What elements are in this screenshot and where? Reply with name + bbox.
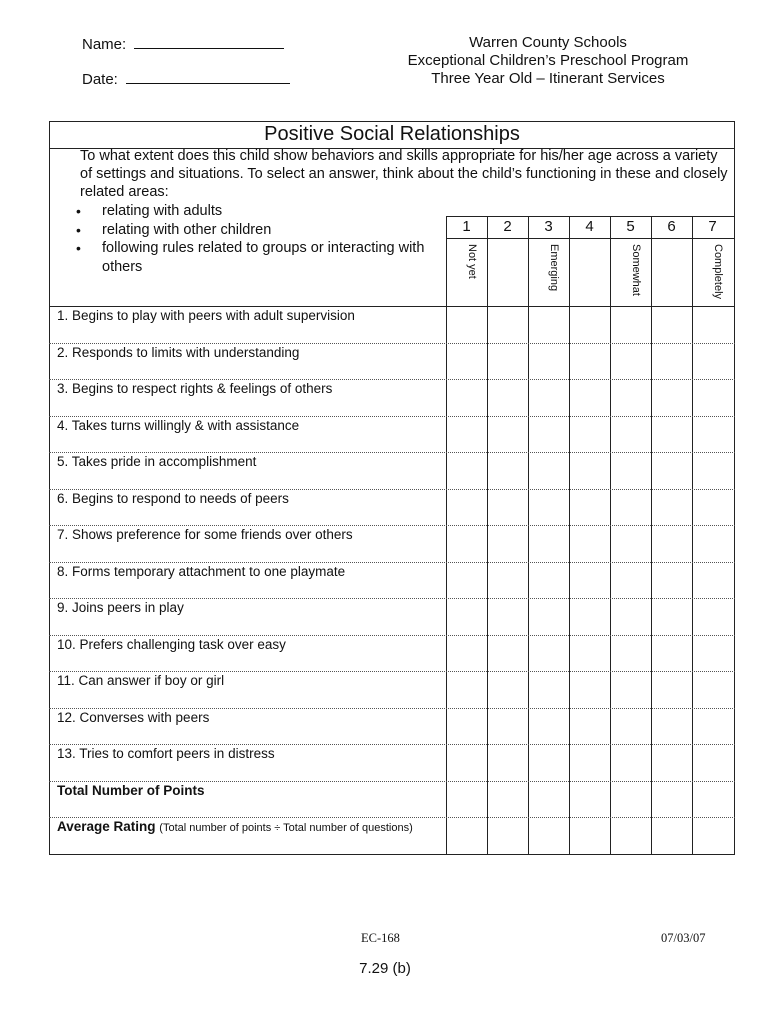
rating-number: 2 bbox=[503, 218, 512, 235]
area-item: • following rules related to groups or interacting with others bbox=[76, 240, 425, 275]
rating-header-top bbox=[446, 216, 735, 217]
average-rating-row bbox=[57, 819, 413, 834]
row-divider bbox=[49, 744, 735, 745]
row-divider bbox=[49, 671, 735, 672]
organization-block bbox=[400, 34, 696, 88]
rating-number-rule bbox=[446, 238, 735, 239]
row-divider bbox=[49, 452, 735, 453]
item-row-10: 10. Prefers challenging task over easy bbox=[57, 637, 286, 652]
column-divider bbox=[446, 216, 447, 855]
rating-number: 5 bbox=[626, 218, 635, 235]
org-line-1: Warren County Schools bbox=[469, 34, 627, 51]
rating-label-somewhat: Somewhat bbox=[630, 244, 642, 296]
row-divider bbox=[49, 306, 735, 307]
date-field[interactable] bbox=[126, 69, 290, 84]
name-field[interactable] bbox=[134, 34, 284, 49]
rating-label-completely: Completely bbox=[712, 244, 724, 300]
row-divider bbox=[49, 416, 735, 417]
row-divider bbox=[49, 598, 735, 599]
item-row-5: 5. Takes pride in accomplishment bbox=[57, 454, 257, 469]
name-label: Name: bbox=[82, 36, 127, 53]
column-divider bbox=[651, 216, 652, 855]
item-row-11: 11. Can answer if boy or girl bbox=[57, 673, 225, 688]
date-row bbox=[82, 69, 290, 88]
org-line-3: Three Year Old – Itinerant Services bbox=[431, 70, 665, 87]
column-divider bbox=[692, 216, 693, 855]
form-date: 07/03/07 bbox=[661, 931, 706, 945]
average-rating-label: Average Rating bbox=[57, 819, 156, 834]
item-row-2: 2. Responds to limits with understanding bbox=[57, 345, 300, 360]
item-row-13: 13. Tries to comfort peers in distress bbox=[57, 746, 275, 761]
org-line-2: Exceptional Children’s Preschool Program bbox=[407, 52, 689, 69]
area-item: • relating with other children bbox=[76, 221, 272, 238]
rating-number: 1 bbox=[462, 218, 471, 235]
intro-text: To what extent does this child show behaviors and skills appropriate for his/her age across a variety of settings and situations. To select an answer, think about the child’s functioning in these and closely related areas: bbox=[80, 148, 728, 200]
rating-label-emerging: Emerging bbox=[548, 244, 560, 292]
form-code: EC-168 bbox=[361, 931, 400, 945]
average-rating-note: (Total number of points ÷ Total number of questions) bbox=[159, 822, 413, 834]
item-row-9: 9. Joins peers in play bbox=[57, 600, 184, 615]
rating-number: 3 bbox=[544, 218, 553, 235]
column-divider bbox=[487, 216, 488, 855]
page-number: 7.29 (b) bbox=[359, 960, 411, 977]
item-row-4: 4. Takes turns willingly & with assistance bbox=[57, 418, 300, 433]
column-divider bbox=[528, 216, 529, 855]
column-divider bbox=[569, 216, 570, 855]
column-divider bbox=[610, 216, 611, 855]
name-row bbox=[82, 34, 284, 53]
rating-number: 7 bbox=[708, 218, 717, 235]
row-divider bbox=[49, 525, 735, 526]
item-row-3: 3. Begins to respect rights & feelings of others bbox=[57, 381, 333, 396]
total-points-label: Total Number of Points bbox=[57, 783, 205, 798]
row-divider bbox=[49, 562, 735, 563]
row-divider bbox=[49, 343, 735, 344]
row-divider bbox=[49, 489, 735, 490]
rating-number: 6 bbox=[667, 218, 676, 235]
item-row-12: 12. Converses with peers bbox=[57, 710, 210, 725]
item-row-1: 1. Begins to play with peers with adult supervision bbox=[57, 308, 355, 323]
row-divider bbox=[49, 817, 735, 818]
area-item: • relating with adults bbox=[76, 203, 223, 219]
rating-label-not-yet: Not yet bbox=[466, 244, 478, 279]
row-divider bbox=[49, 379, 735, 380]
item-row-8: 8. Forms temporary attachment to one playmate bbox=[57, 564, 346, 579]
row-divider bbox=[49, 708, 735, 709]
item-row-7: 7. Shows preference for some friends over others bbox=[57, 527, 353, 542]
row-divider bbox=[49, 781, 735, 782]
rating-number: 4 bbox=[585, 218, 594, 235]
row-divider bbox=[49, 635, 735, 636]
date-label: Date: bbox=[82, 71, 118, 88]
form-title: Positive Social Relationships bbox=[264, 123, 520, 145]
area-list bbox=[62, 202, 442, 276]
item-row-6: 6. Begins to respond to needs of peers bbox=[57, 491, 289, 506]
